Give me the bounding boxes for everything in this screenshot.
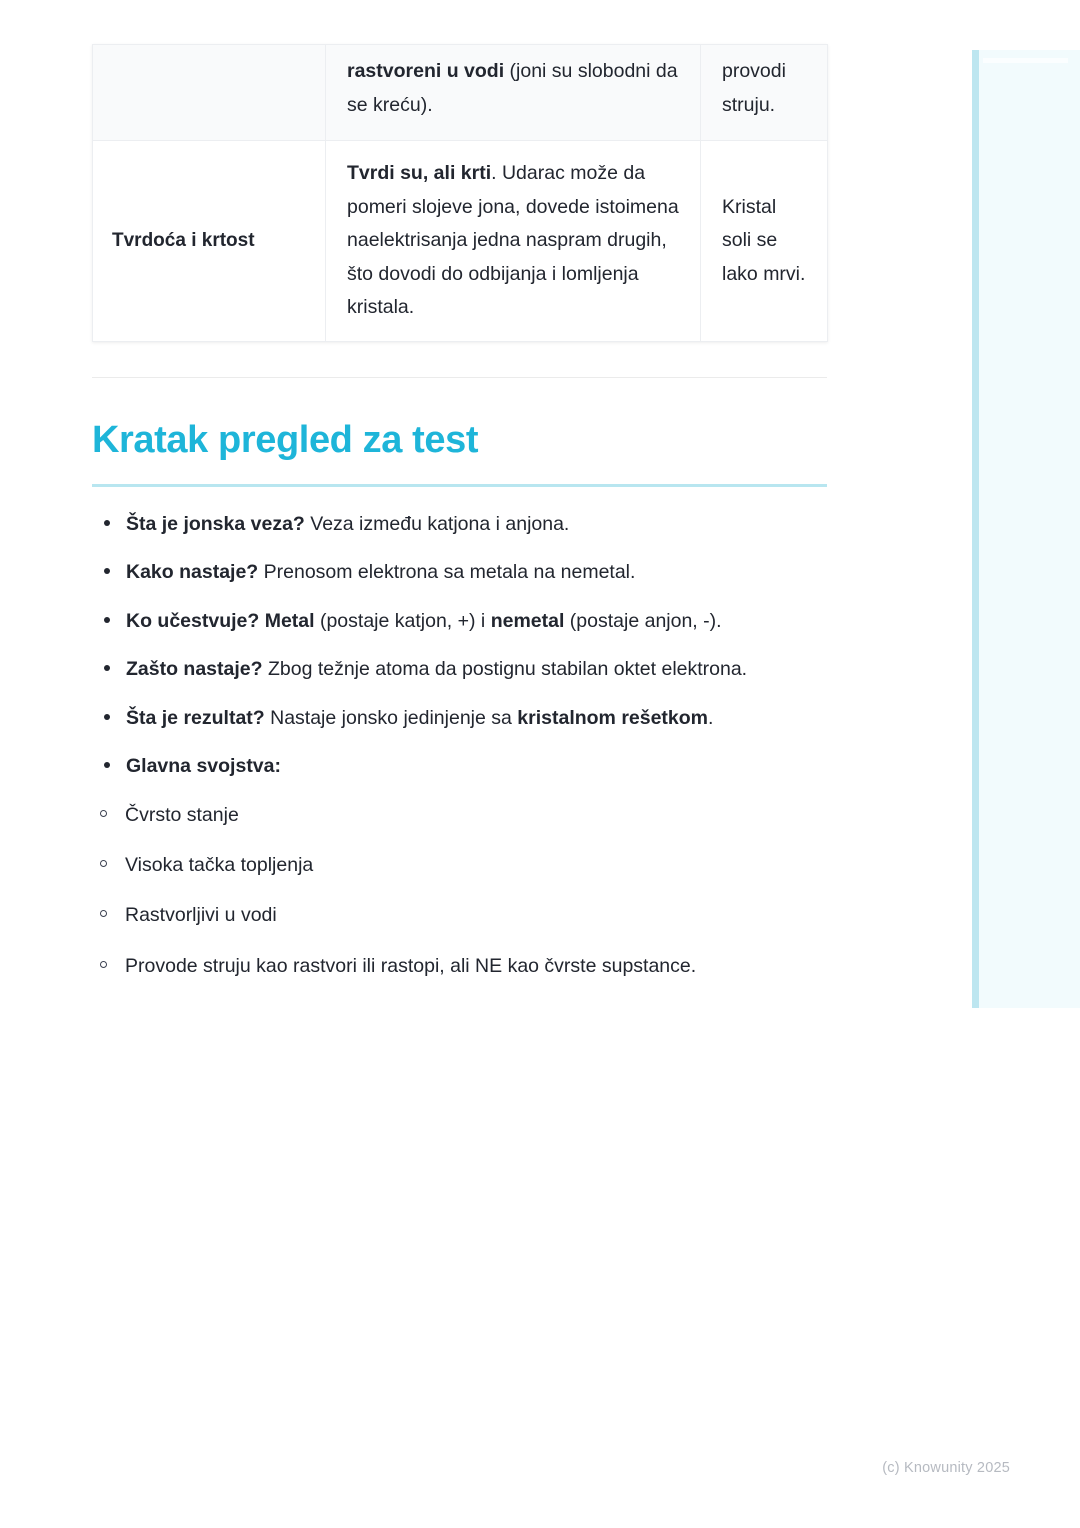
sub-list-item: Provode struju kao rastvori ili rastopi, ali NE kao čvrste supstance. [92, 951, 827, 982]
bullet-dot-icon [104, 714, 110, 720]
list-item: Kako nastaje? Prenosom elektrona sa metala na nemetal. [92, 557, 827, 589]
emphasis-text: rastvoreni u vodi [347, 60, 505, 82]
bullet-dot-icon [104, 665, 110, 671]
table-row [93, 141, 828, 342]
document-page [92, 0, 827, 1001]
bullet-dot-icon [104, 762, 110, 768]
bullet-circle-icon [100, 910, 107, 917]
bullet-dot-icon [104, 617, 110, 623]
emphasis-text: Tvrdi su, ali krti [347, 162, 492, 185]
list-item [92, 751, 827, 783]
right-accent-panel [972, 50, 1080, 1008]
review-bullet-list [92, 509, 827, 982]
table-cell-property: Tvrdoća i krtost [93, 141, 326, 342]
table-cell-example: Kristal soli se lako mrvi. [701, 141, 828, 342]
list-item: Ko učestvuje? Metal (postaje katjon, +) i nemetal (postaje anjon, -). [92, 606, 827, 638]
list-item: Šta je jonska veza? Veza između katjona i anjona. [92, 509, 827, 541]
bullet-circle-icon [100, 961, 107, 968]
list-item-lead: Šta je jonska veza? [126, 512, 305, 535]
list-item-lead: Ko učestvuje? Metal [126, 609, 315, 632]
page-title: Kratak pregled za test [92, 418, 479, 461]
table-cell-example: provodi struju. [701, 45, 828, 141]
list-item-emphasis: kristalnom rešetkom [517, 706, 709, 729]
bullet-dot-icon [104, 520, 110, 526]
panel-highlight-line [983, 58, 1068, 63]
list-item-lead: Kako nastaje? [126, 561, 259, 584]
bullet-circle-icon [100, 860, 107, 867]
heading-underline-rule [92, 484, 827, 487]
sub-list-item: Čvrsto stanje [92, 800, 827, 831]
section-divider [92, 377, 827, 378]
footer-credit: (c) Knowunity 2025 [882, 1460, 1010, 1476]
list-item-emphasis: nemetal [490, 609, 565, 632]
list-item: Šta je rezultat? Nastaje jonsko jedinjenje sa kristalnom rešetkom. [92, 703, 827, 735]
table-cell-property [93, 45, 326, 141]
table-cell-explanation: rastvoreni u vodi (joni su slobodni da se kreću). [326, 45, 701, 141]
sub-list-item: Rastvorljivi u vodi [92, 900, 827, 931]
list-item-lead: Glavna svojstva: [126, 755, 281, 778]
list-item-lead: Šta je rezultat? [126, 706, 265, 729]
list-item-lead: Zašto nastaje? [126, 658, 263, 681]
bullet-circle-icon [100, 810, 107, 817]
bullet-dot-icon [104, 568, 110, 574]
sub-list [92, 800, 827, 982]
sub-list-item: Visoka tačka topljenja [92, 850, 827, 881]
list-item: Zašto nastaje? Zbog težnje atoma da postignu stabilan oktet elektrona. [92, 654, 827, 686]
table-cell-explanation: Tvrdi su, ali krti. Udarac može da pomeri slojeve jona, dovede istoimena naelektrisanja jedna naspram drugih, što dovodi do odbijanja i lomljenja kristala. [326, 141, 701, 342]
table-row [93, 45, 828, 141]
ionic-properties-table [92, 44, 828, 342]
